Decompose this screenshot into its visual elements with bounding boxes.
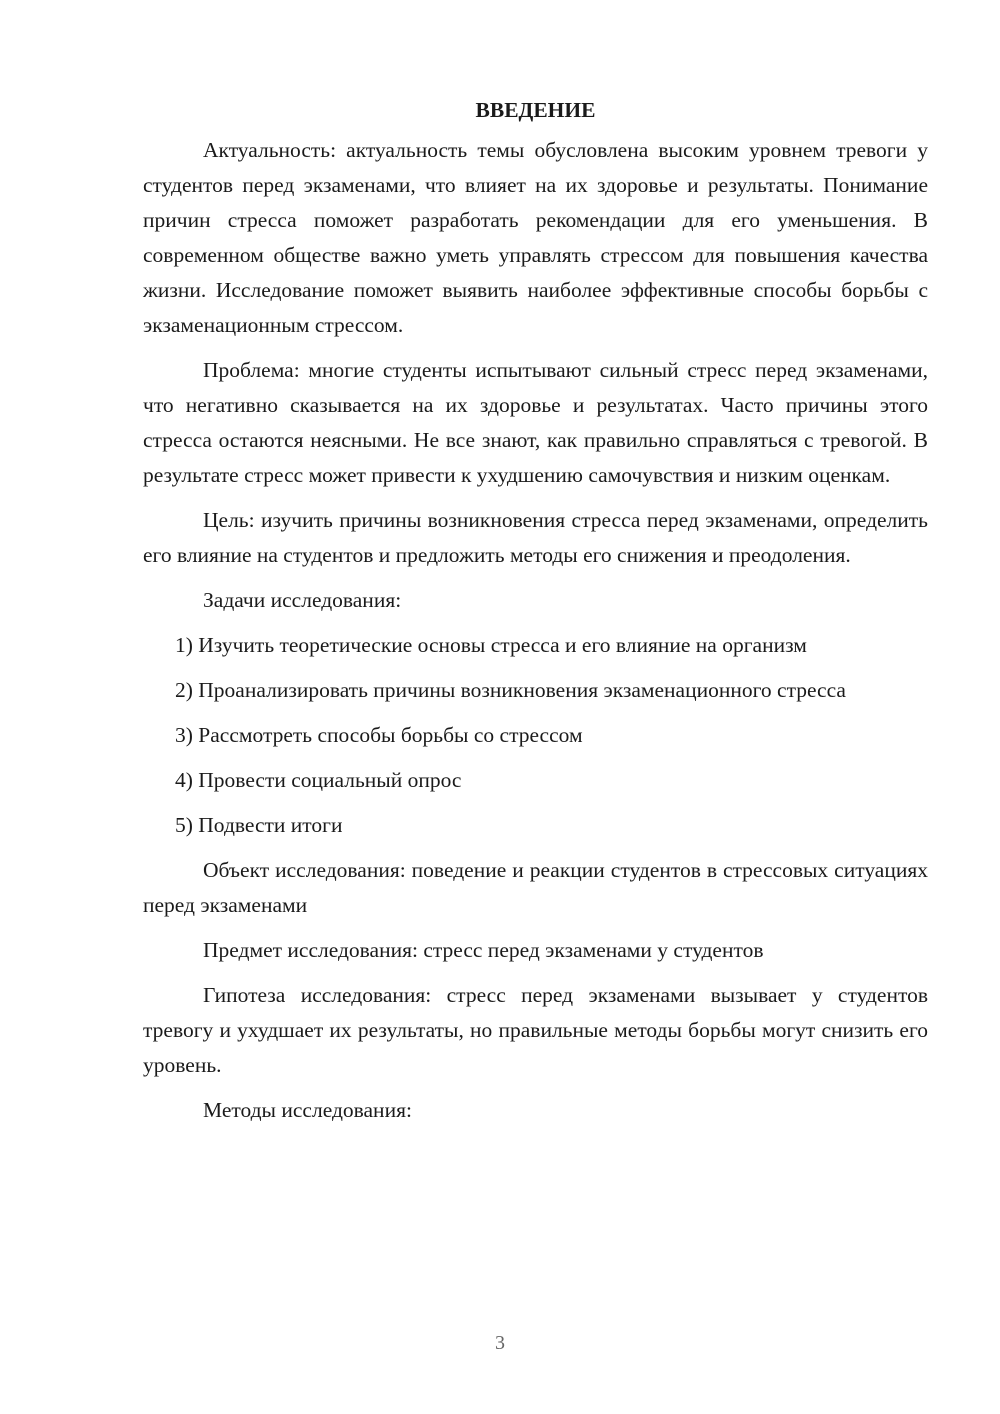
methods-heading: Методы исследования:	[203, 1098, 412, 1122]
problem-paragraph: Проблема: многие студенты испытывают сильный стресс перед экзаменами, что негативно сказывается на их здоровье и результатах. Часто причины этого стресса остаются неясными. Не все знают, как правильно справляться с тревогой. В результате стресс может привести к ухудшению самочувствия и низким оценкам.	[143, 358, 928, 487]
list-item: 2) Проанализировать причины возникновения экзаменационного стресса	[175, 678, 846, 702]
list-item: 5) Подвести итоги	[175, 813, 343, 837]
hypothesis-paragraph: Гипотеза исследования: стресс перед экзаменами вызывает у студентов тревогу и ухудшает их результаты, но правильные методы борьбы могут снизить его уровень.	[143, 983, 928, 1077]
goal-paragraph: Цель: изучить причины возникновения стресса перед экзаменами, определить его влияние на студентов и предложить методы его снижения и преодоления.	[143, 508, 928, 567]
object-paragraph: Объект исследования: поведение и реакции студентов в стрессовых ситуациях перед экзаменами	[143, 858, 928, 917]
document-page	[143, 93, 928, 1128]
list-item: 1) Изучить теоретические основы стресса и его влияние на организм	[175, 633, 807, 657]
page-title: ВВЕДЕНИЕ	[475, 98, 596, 122]
page-number: 3	[495, 1332, 505, 1354]
tasks-heading: Задачи исследования:	[203, 588, 402, 612]
list-item: 3) Рассмотреть способы борьбы со стрессом	[175, 723, 583, 747]
list-item: 4) Провести социальный опрос	[175, 768, 462, 792]
relevance-paragraph: Актуальность: актуальность темы обусловлена высоким уровнем тревоги у студентов перед экзаменами, что влияет на их здоровье и результаты. Понимание причин стресса поможет разработать рекомендации для его уменьшения. В современном обществе важно уметь управлять стрессом для повышения качества жизни. Исследование поможет выявить наиболее эффективные способы борьбы с экзаменационным стрессом.	[143, 138, 928, 337]
subject-paragraph: Предмет исследования: стресс перед экзаменами у студентов	[203, 938, 764, 962]
